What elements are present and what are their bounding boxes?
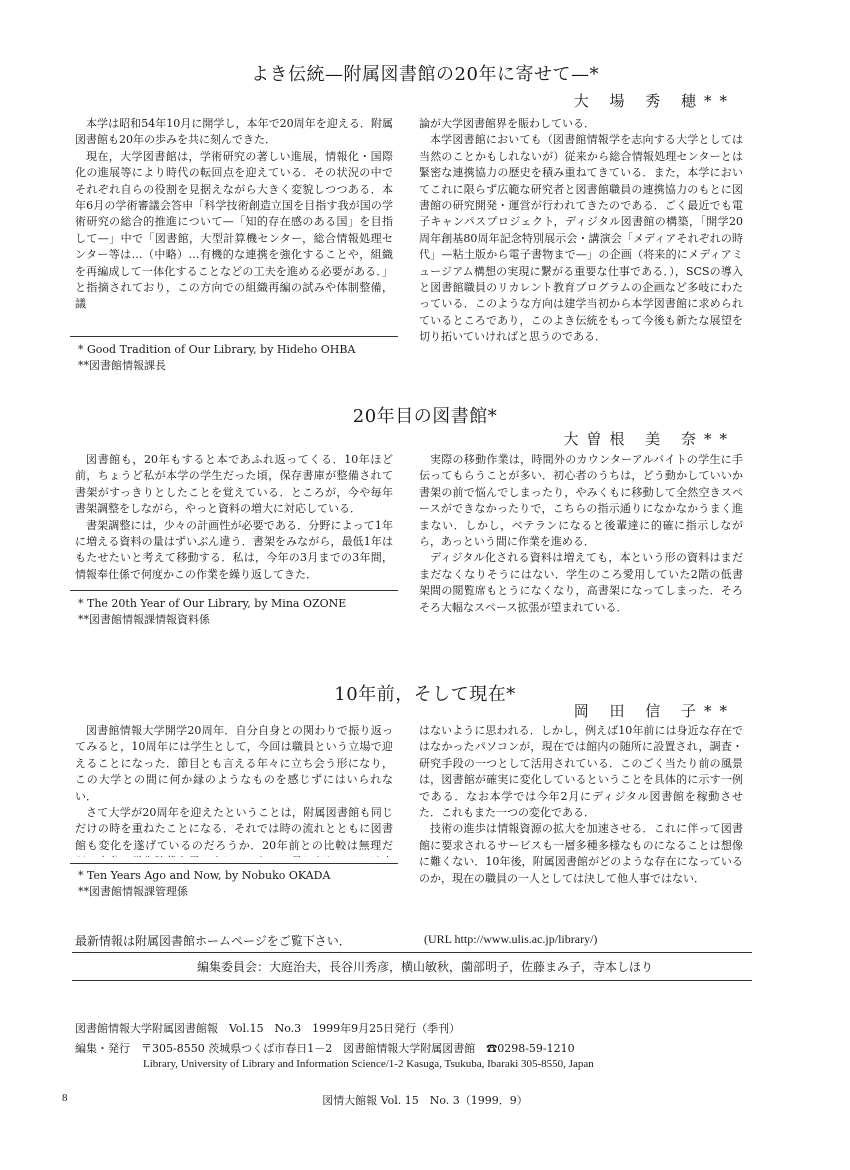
- footnote-author-role: **図書館情報課管理係: [78, 885, 188, 898]
- paragraph: 現在，大学図書館は，学術研究の著しい進展，情報化・国際化の進展等により時代の転回点を迎えている．その状況の中でそれぞれ自らの役割を見据えながら大きく変貌しつつある．本年6月の学術審議会答申「科学技術創造立国を目指す我が国の学術研究の総合的推進について—「知的存在感のある国」を目指して—」中で「図書館，大型計算機センター，総合情報処理センター等は…（中略）…有機的な連携を強化することや，組織を再編成して一体化することなどの工夫を進める必要がある．」と指摘されており，この方向での組織再編の試みや体制整備，議: [75, 149, 393, 311]
- article-3-left-column: [75, 723, 393, 857]
- paragraph: 実際の移動作業は，時間外のカウンターアルバイトの学生に手伝ってもらうことが多い．初心者のうちは，どう動かしていいか書架の前で悩んでしまったり，やみくもに移動して全然空きスペースができなかったりで，こちらの指示通りになかなかうまく進まない．しかし，ベテランになると後輩達に的確に指示しながら，あっという間に作業を進める．: [419, 453, 743, 549]
- homepage-notice: 最新情報は附属図書館ホームページをご覧下さい．: [75, 934, 351, 948]
- editorial-committee: 編集委員会：大庭治夫，長谷川秀彦，横山敏秋，薗部明子，佐藤まみ子，寺本しほり: [196, 960, 653, 974]
- footnote-rule: [70, 336, 398, 337]
- paragraph: 書架調整には，少々の計画性が必要である．分野によって1年に増える資料の量はずいぶん違う．書架をみながら，最低1年はもたせたいと考えて移動する．私は，今年の3月までの3年間，情報奉仕係で何度かこの作業を繰り返してきた．: [75, 518, 393, 581]
- paragraph: さて大学が20周年を迎えたということは，附属図書館も同じだけの時を重ねたことになる．それでは時の流れとともに図書館も変化を遂げているのだろうか．20年前との比較は無理だ: [75, 806, 393, 852]
- publication-info: 図書館情報大学附属図書館報 Vol.15 No.3 1999年9月25日発行（季刊）: [75, 1022, 461, 1035]
- article-1-left-column: [75, 116, 393, 332]
- article-1-author: 大 場 秀 穂**: [573, 92, 735, 110]
- footer-rule-bottom: [72, 980, 752, 981]
- paragraph: はないように思われる．しかし，例えば10年前には身近な存在ではなかったパソコンが，現在では館内の随所に設置され，調査・研究手段の一つとして活用されている．このごく当たり前の風景は，図書館が確実に変化しているということを具体的に示す一例である．なお本学では今年2月にディジタル図書館を稼動させた．これもまた一つの変化である．: [419, 724, 743, 820]
- footer-rule-top: [72, 952, 752, 953]
- paragraph: 本学は昭和54年10月に開学し，本年で20周年を迎える．附属図書館も20年の歩みを共に刻んできた．: [75, 117, 393, 147]
- article-2-footnotes: [78, 596, 346, 628]
- paragraph: 技術の進歩は情報資源の拡大を加速させる．これに伴って図書館に要求されるサービスも一層多種多様なものになることは想像に難くない．10年後，附属図書館がどのような存在になっているのか，現在の職員の一人としては決して他人事ではない．: [419, 822, 743, 885]
- paragraph: 本学図書館においても（図書館情報学を志向する大学としては当然のことかもしれないが）従来から総合情報処理センターとは緊密な連携協力の歴史を積み重ねてきている．また，本学においてこれに限らず広範な研究者と図書館職員の連携協力のもとに図書館の研究開発・運営が行われてきたのである．ごく最近でも電子キャンパスプロジェクト，ディジタル図書館の構築，「開学20周年創基80周年記念特別展示会・講演会「メディアそれぞれの時代」—粘土版から電子書物まで—」の企画（将来的にメディアミュージアム構想の実現に繋がる重要な仕事である．），SCSの導入と図書館職員のリカレント教育プログラムの企画など多岐にわたっている．このような方向は建学当初から本学図書館に求められているところであり，このよき伝統をもって今後も新たな展望を切り拓いていければと思うのである．: [419, 133, 743, 344]
- paragraph: 図書館情報大学開学20周年．自分自身との関わりで振り返ってみると，10周年には学生として，今回は職員という立場で迎えることになった．節目とも言える年々に立ち会う形になり，この大学との間に何か縁のようなものを感じずにはいられない．: [75, 724, 393, 803]
- article-3-author: 岡 田 信 子**: [573, 702, 735, 720]
- footnote-english: * Good Tradition of Our Library, by Hideho OHBA: [78, 343, 356, 356]
- running-footer: 図情大館報 Vol. 15 No. 3（1999．9）: [322, 1094, 528, 1107]
- article-3-title: 10年前，そして現在*: [334, 684, 516, 705]
- article-2-right-column: [419, 452, 743, 618]
- footnote-author-role: **図書館情報課情報資料係: [78, 613, 210, 626]
- footnote-english: * The 20th Year of Our Library, by Mina OZONE: [78, 597, 347, 610]
- article-3-right-column: [419, 723, 743, 889]
- library-url: (URL http://www.ulis.ac.jp/library/): [424, 932, 598, 946]
- article-2-left-column: [75, 452, 393, 586]
- publisher-address: 編集・発行 〒305-8550 茨城県つくば市春日1－2 図書館情報大学附属図書館 ☎0298-59-1210: [75, 1042, 575, 1055]
- article-2-title: 20年目の図書館*: [352, 406, 498, 427]
- article-2-author: 大曽根 美 奈**: [563, 430, 735, 448]
- footnote-english: * Ten Years Ago and Now, by Nobuko OKADA: [78, 869, 331, 882]
- paragraph: 論が大学図書館界を賑わしている．: [419, 117, 595, 130]
- article-1-title: よき伝統—附属図書館の20年に寄せて—*: [251, 64, 599, 85]
- page-number: 8: [62, 1092, 68, 1104]
- footnote-rule: [70, 590, 398, 591]
- article-1-footnotes: [78, 342, 355, 374]
- article-1-right-column: [419, 116, 743, 446]
- publisher-address-english: Library, University of Library and Information Science/1-2 Kasuga, Tsukuba, Ibaraki 305-8550, Japan: [143, 1058, 594, 1070]
- article-3-footnotes: [78, 868, 330, 900]
- paragraph: 図書館も，20年もすると本であふれ返ってくる．10年ほど前，ちょうど私が本学の学生だった頃，保存書庫が整備されて書架がすっきりとしたことを覚えている．ところが，今や毎年書架調整をしながら，やっと資料の増大に対応している．: [75, 453, 393, 516]
- paragraph: ディジタル化される資料は増えても，本という形の資料はまだまだなくなりそうにはない．学生のころ愛用していた2階の低書架間の閲覧席もとうになくなり，高書架になってしまった．そろそろ大幅なスペース拡張が望まれている．: [419, 551, 743, 614]
- footnote-rule: [70, 863, 398, 864]
- footnote-author-role: **図書館情報課長: [78, 359, 166, 372]
